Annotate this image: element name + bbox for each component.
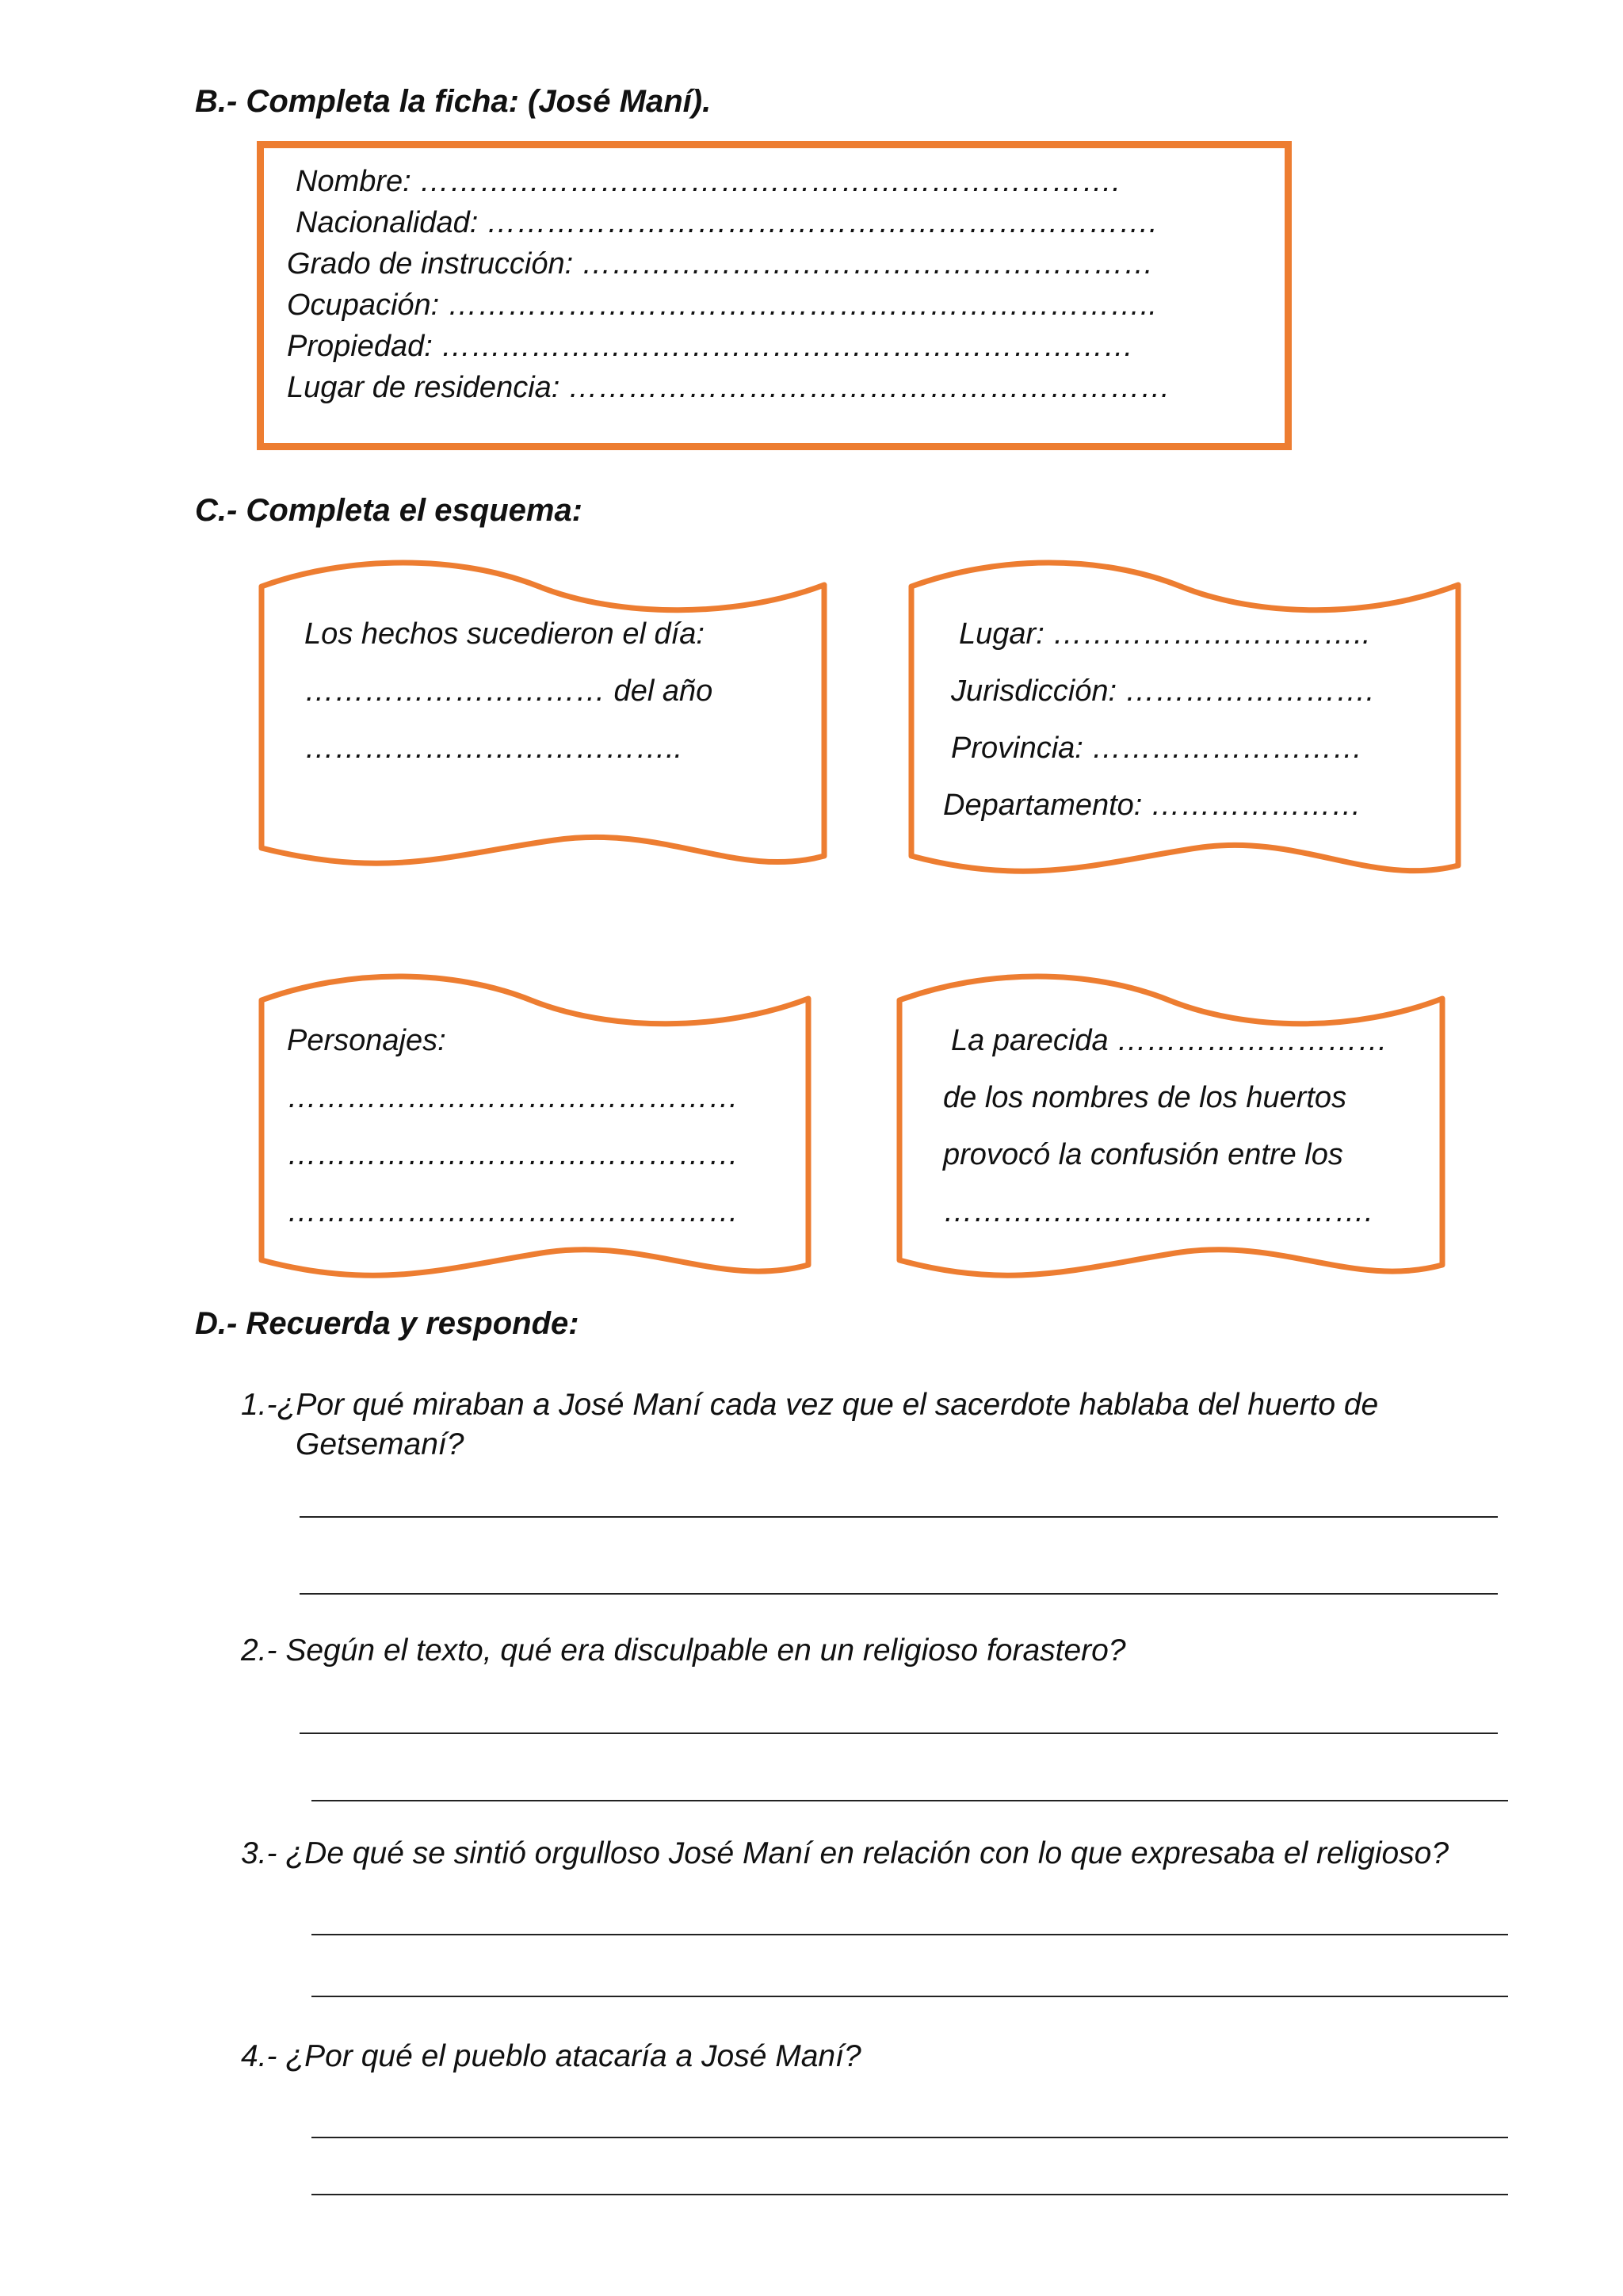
wave-box-3: [254, 968, 816, 1293]
box3-line-2: ………………………………………: [287, 1081, 739, 1114]
section-c-heading: C.- Completa el esquema:: [195, 493, 583, 528]
box1-line-2: ………………………… del año: [304, 674, 713, 708]
wave-box-1: [254, 555, 832, 880]
box2-provincia: Provincia: ………………………: [951, 732, 1363, 765]
question-4: 4.- ¿Por qué el pueblo atacaría a José Maní?: [241, 2039, 861, 2073]
box2-jurisdiccion: Jurisdicción: …………………….: [951, 674, 1375, 708]
wave-box-4: [892, 968, 1450, 1293]
ficha-field-ocupacion: Ocupación: ……………………………………………………………..: [287, 288, 1157, 322]
answer-line-2b[interactable]: [311, 1800, 1508, 1801]
box4-line-4: …………………………………….: [943, 1195, 1373, 1228]
question-1-line-2: Getsemaní?: [296, 1427, 464, 1461]
question-3: 3.- ¿De qué se sintió orgulloso José Maní en relación con lo que expresaba el religioso?: [241, 1836, 1449, 1870]
ficha-field-grado: Grado de instrucción: …………………………………………………: [287, 247, 1154, 281]
ficha-field-propiedad: Propiedad: ……………………………………………………………: [287, 330, 1134, 363]
box3-line-4: ………………………………………: [287, 1195, 739, 1228]
section-b-heading: B.- Completa la ficha: (José Maní).: [195, 84, 712, 119]
answer-line-2a[interactable]: [300, 1733, 1498, 1734]
question-2: 2.- Según el texto, qué era disculpable en un religioso forastero?: [241, 1633, 1126, 1668]
box1-line-1: Los hechos sucedieron el día:: [304, 617, 705, 651]
box4-line-2: de los nombres de los huertos: [943, 1081, 1347, 1114]
question-1-line-1: 1.-¿Por qué miraban a José Maní cada vez que el sacerdote hablaba del huerto de: [241, 1388, 1379, 1422]
ficha-field-nombre: Nombre: …………………………………………………………….: [296, 165, 1121, 198]
answer-line-3b[interactable]: [311, 1996, 1508, 1997]
box4-line-3: provocó la confusión entre los: [943, 1138, 1343, 1171]
box2-lugar: Lugar: …………………………..: [959, 617, 1371, 651]
box4-line-1: La parecida ………………………: [951, 1024, 1388, 1057]
ficha-field-residencia: Lugar de residencia: ……………………………………………………: [287, 371, 1170, 404]
answer-line-3a[interactable]: [311, 1934, 1508, 1935]
box2-departamento: Departamento: …………………: [943, 789, 1361, 822]
box3-line-3: ………………………………………: [287, 1138, 739, 1171]
box3-personajes: Personajes:: [287, 1024, 446, 1057]
answer-line-1b[interactable]: [300, 1593, 1498, 1595]
answer-line-1a[interactable]: [300, 1516, 1498, 1518]
wave-box-2: [903, 555, 1466, 888]
answer-line-4a[interactable]: [311, 2137, 1508, 2138]
section-d-heading: D.- Recuerda y responde:: [195, 1306, 579, 1341]
box1-line-3: ………………………………..: [304, 732, 683, 765]
answer-line-4b[interactable]: [311, 2194, 1508, 2195]
ficha-field-nacionalidad: Nacionalidad: ………………………………………………………….: [296, 206, 1158, 239]
